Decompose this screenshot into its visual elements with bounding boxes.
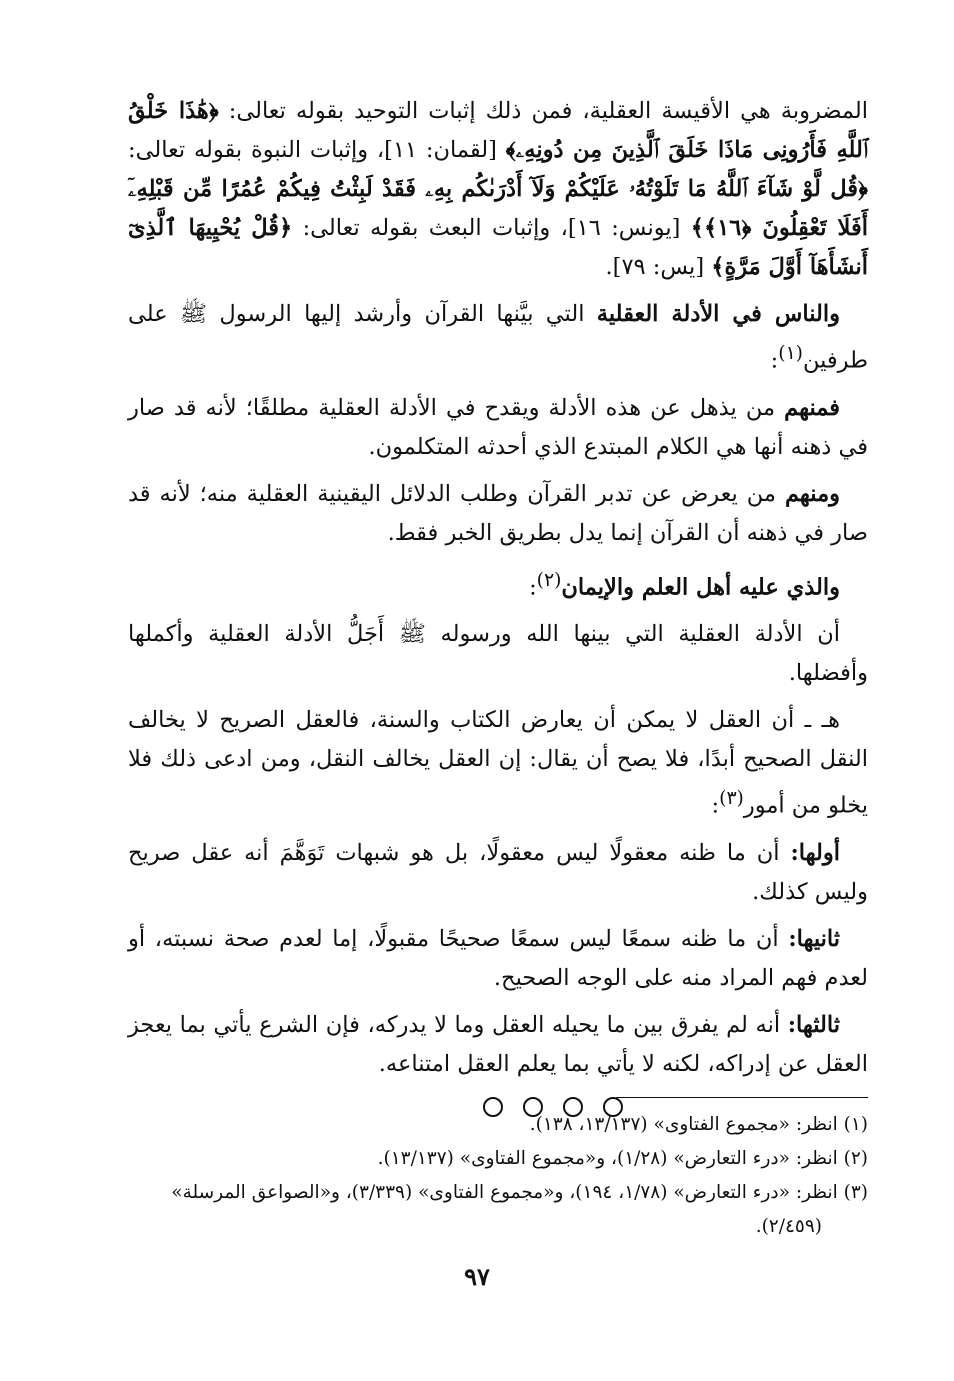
paragraph-6 — [128, 615, 868, 693]
footnote-marker: (٢) — [536, 569, 562, 591]
punctuation: : — [770, 347, 779, 374]
bold-heading: ومنهم — [784, 480, 840, 507]
paragraph-text: أن ما ظنه معقولًا ليس معقولًا، بل هو شبهات تَوَهَّمَ أنه عقل صريح وليس كذلك. — [128, 839, 868, 905]
bold-heading: ثالثها: — [787, 1011, 841, 1038]
footnote-1: (١) انظر: «مجموع الفتاوى» (١٣/١٣٧، ١٣٨). — [529, 1114, 868, 1135]
bold-heading: أولها: — [790, 839, 840, 866]
verse-reference: [يس: ٧٩]. — [605, 254, 705, 280]
verse-reference: [لقمان: ١١]، وإثبات النبوة بقوله تعالى: — [128, 137, 497, 163]
paragraph-9 — [128, 920, 868, 998]
paragraph-text: هـ ـ أن العقل لا يمكن أن يعارض الكتاب والسنة، فالعقل الصريح لا يخالف النقل الصحيح أبدًا، فلا يصح أن يقال: إن العقل يخالف النقل، ومن ادعى ذلك فلا يخلو من أمور — [128, 707, 868, 819]
footnote-marker: (٣) — [719, 788, 744, 809]
bold-heading: والناس في الأدلة العقلية — [596, 301, 840, 327]
footnote-divider — [616, 1097, 868, 1098]
paragraph-text: أنه لم يفرق بين ما يحيله العقل وما لا يدركه، فإن الشرع يأتي بما يعجز العقل عن إدراكه، لكنه لا يأتي بما يعلم العقل امتناعه. — [128, 1011, 868, 1077]
paragraph-text: من يعرض عن تدبر القرآن وطلب الدلائل اليقينية العقلية منه؛ لأنه قد صار في ذهنه أن القرآن إنما يدل بطريق الخبر فقط. — [128, 480, 868, 546]
verse-reference: [يونس: ١٦]، وإثبات البعث بقوله تعالى: — [302, 215, 681, 241]
bold-heading: فمنهم — [784, 394, 840, 421]
footnotes — [128, 1108, 868, 1244]
paragraph-text: من يذهل عن هذه الأدلة ويقدح في الأدلة العقلية مطلقًا؛ لأنه قد صار في ذهنه أنها هي الكلام المبتدع الذي أحدثه المتكلمون. — [128, 394, 868, 460]
footnote-marker: (١) — [778, 343, 803, 364]
paragraph-10 — [128, 1006, 868, 1084]
quran-verse: ﴿قُلْ يُحْيِيهَا ٱلَّذِىٓ أَنشَأَهَآ أَوَّلَ مَرَّةٍ﴾ — [128, 215, 868, 280]
footnote-2: (٢) انظر: «درء التعارض» (١/٢٨)، و«مجموع الفتاوى» (١٣/١٣٧). — [377, 1148, 868, 1169]
main-text — [128, 92, 868, 1122]
paragraph-4 — [128, 475, 868, 553]
paragraph-text: التي بيَّنها القرآن وأرشد إليها الرسول ﷺ على طرفين — [128, 301, 868, 374]
paragraph-3 — [128, 389, 868, 467]
paragraph-1 — [128, 92, 868, 287]
quran-verse: ﴿هَٰذَا خَلْقُ ٱللَّهِ فَأَرُونِى مَاذَا خَلَقَ ٱلَّذِينَ مِن دُونِهِۦ﴾ — [128, 98, 868, 163]
quran-verse: ﴿قُل لَّوْ شَآءَ ٱللَّهُ مَا تَلَوْتُهُۥ عَلَيْكُمْ وَلَآ أَدْرَىٰكُم بِهِۦ فَقَدْ لَبِثْتُ فِيكُمْ عُمُرًا مِّن قَبْلِهِۦٓ أَفَلَا تَعْقِلُونَ ﴿١٦﴾﴾ — [128, 176, 868, 241]
paragraph-text: أن الأدلة العقلية التي بينها الله ورسوله ﷺ أَجَلُّ الأدلة العقلية وأكملها وأفضلها. — [128, 621, 868, 686]
paragraph-5 — [128, 561, 868, 608]
bold-heading: والذي عليه أهل العلم والإيمان — [561, 574, 840, 600]
bold-heading: ثانيها: — [788, 925, 841, 952]
paragraph-text: أن ما ظنه سمعًا ليس سمعًا صحيحًا مقبولًا، إما لعدم صحة نسبته، أو لعدم فهم المراد منه على الوجه الصحيح. — [128, 925, 868, 991]
footnote-3: (٣) انظر: «درء التعارض» (١/٧٨، ١٩٤)، و«مجموع الفتاوى» (٣/٣٣٩)، و«الصواعق المرسلة» (٢/٤٥٩). — [171, 1182, 868, 1237]
paragraph-2 — [128, 295, 868, 381]
paragraph-8 — [128, 834, 868, 912]
punctuation: : — [711, 792, 720, 819]
paragraph-text: المضروبة هي الأقيسة العقلية، فمن ذلك إثبات التوحيد بقوله تعالى: — [228, 98, 868, 124]
page-number: ٩٧ — [464, 1262, 490, 1291]
punctuation: : — [529, 574, 537, 600]
paragraph-7 — [128, 701, 868, 826]
